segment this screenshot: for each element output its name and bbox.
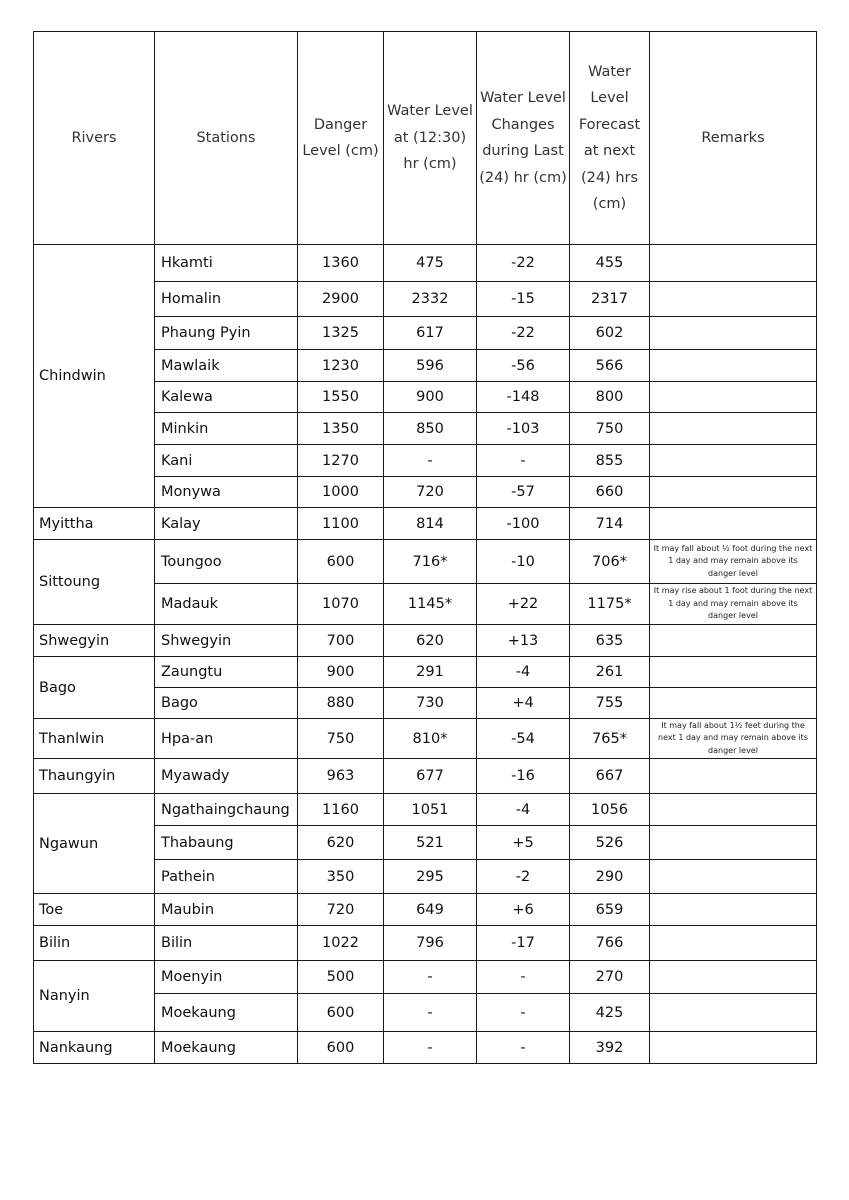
forecast-cell: 755 [570,688,650,719]
river-name-cell: Thaungyin [34,759,155,794]
water-level-cell: 796 [384,926,477,961]
forecast-cell: 2317 [570,282,650,317]
remarks-cell [650,477,817,508]
water-level-cell: 850 [384,413,477,445]
danger-level-cell: 1350 [298,413,384,445]
water-level-change-cell: -100 [477,508,570,540]
table-row [34,540,817,584]
danger-level-cell: 1000 [298,477,384,508]
table-row [34,245,817,282]
water-level-cell: 475 [384,245,477,282]
river-name-cell: Chindwin [34,245,155,508]
water-level-cell: 716* [384,540,477,584]
station-name-cell: Phaung Pyin [155,317,298,350]
water-level-cell: - [384,445,477,477]
remarks-cell: It may fall about ½ foot during the next 1 day and may remain above its danger level [650,540,817,584]
forecast-cell: 659 [570,894,650,926]
water-level-change-cell: -57 [477,477,570,508]
header-water-level-forecast: Water Level Forecast at next (24) hrs (cm) [570,32,650,245]
remarks-cell [650,1032,817,1064]
station-name-cell: Pathein [155,860,298,894]
remarks-cell [650,245,817,282]
station-name-cell: Kalay [155,508,298,540]
river-name-cell: Ngawun [34,794,155,894]
water-level-change-cell: -16 [477,759,570,794]
danger-level-cell: 600 [298,1032,384,1064]
danger-level-cell: 350 [298,860,384,894]
forecast-cell: 602 [570,317,650,350]
remarks-cell [650,282,817,317]
table-row [34,926,817,961]
station-name-cell: Moenyin [155,961,298,994]
water-level-cell: 677 [384,759,477,794]
forecast-cell: 290 [570,860,650,894]
station-name-cell: Minkin [155,413,298,445]
water-level-change-cell: -54 [477,719,570,759]
water-level-cell: 617 [384,317,477,350]
station-name-cell: Kalewa [155,382,298,413]
forecast-cell: 750 [570,413,650,445]
danger-level-cell: 1325 [298,317,384,350]
water-level-cell: 596 [384,350,477,382]
remarks-cell [650,759,817,794]
water-level-change-cell: +6 [477,894,570,926]
danger-level-cell: 1360 [298,245,384,282]
water-level-change-cell: -56 [477,350,570,382]
station-name-cell: Shwegyin [155,625,298,657]
water-level-change-cell: -10 [477,540,570,584]
station-name-cell: Monywa [155,477,298,508]
water-level-cell: 1145* [384,584,477,625]
water-level-change-cell: -4 [477,657,570,688]
station-name-cell: Myawady [155,759,298,794]
forecast-cell: 706* [570,540,650,584]
forecast-cell: 766 [570,926,650,961]
danger-level-cell: 1100 [298,508,384,540]
remarks-cell [650,625,817,657]
forecast-cell: 660 [570,477,650,508]
water-level-change-cell: +22 [477,584,570,625]
table-row [34,759,817,794]
station-name-cell: Toungoo [155,540,298,584]
water-level-cell: 649 [384,894,477,926]
forecast-cell: 1056 [570,794,650,826]
forecast-cell: 261 [570,657,650,688]
water-level-change-cell: -15 [477,282,570,317]
forecast-cell: 270 [570,961,650,994]
water-level-cell: 730 [384,688,477,719]
forecast-cell: 855 [570,445,650,477]
water-level-change-cell: -2 [477,860,570,894]
remarks-cell [650,382,817,413]
remarks-cell [650,926,817,961]
station-name-cell: Hkamti [155,245,298,282]
header-rivers: Rivers [34,32,155,245]
river-name-cell: Bilin [34,926,155,961]
remarks-cell: It may rise about 1 foot during the next 1 day and may remain above its danger level [650,584,817,625]
header-danger-level: Danger Level (cm) [298,32,384,245]
station-name-cell: Moekaung [155,994,298,1032]
station-name-cell: Thabaung [155,826,298,860]
header-remarks: Remarks [650,32,817,245]
forecast-cell: 566 [570,350,650,382]
water-level-change-cell: +5 [477,826,570,860]
header-water-level-changes: Water Level Changes during Last (24) hr (cm) [477,32,570,245]
station-name-cell: Zaungtu [155,657,298,688]
remarks-cell [650,994,817,1032]
water-level-change-cell: -22 [477,317,570,350]
remarks-cell [650,413,817,445]
station-name-cell: Bago [155,688,298,719]
danger-level-cell: 963 [298,759,384,794]
station-name-cell: Bilin [155,926,298,961]
forecast-cell: 765* [570,719,650,759]
danger-level-cell: 1070 [298,584,384,625]
water-level-cell: 2332 [384,282,477,317]
remarks-cell [650,894,817,926]
station-name-cell: Mawlaik [155,350,298,382]
remarks-cell [650,794,817,826]
danger-level-cell: 750 [298,719,384,759]
header-row [34,32,817,245]
forecast-cell: 800 [570,382,650,413]
danger-level-cell: 600 [298,994,384,1032]
remarks-cell [650,688,817,719]
water-level-change-cell: -4 [477,794,570,826]
remarks-cell [650,445,817,477]
river-name-cell: Nankaung [34,1032,155,1064]
river-name-cell: Myittha [34,508,155,540]
water-level-cell: 521 [384,826,477,860]
forecast-cell: 425 [570,994,650,1032]
water-level-cell: 814 [384,508,477,540]
header-stations: Stations [155,32,298,245]
water-level-cell: 900 [384,382,477,413]
danger-level-cell: 1550 [298,382,384,413]
river-name-cell: Shwegyin [34,625,155,657]
danger-level-cell: 880 [298,688,384,719]
table-row [34,961,817,994]
danger-level-cell: 1022 [298,926,384,961]
forecast-cell: 526 [570,826,650,860]
water-level-cell: 295 [384,860,477,894]
water-level-change-cell: - [477,445,570,477]
danger-level-cell: 600 [298,540,384,584]
remarks-cell: It may fall about 1½ feet during the next 1 day and may remain above its danger level [650,719,817,759]
danger-level-cell: 2900 [298,282,384,317]
water-level-cell: - [384,1032,477,1064]
forecast-cell: 392 [570,1032,650,1064]
water-level-table [33,31,817,1064]
table-row [34,657,817,688]
header-water-level: Water Level at (12:30) hr (cm) [384,32,477,245]
river-name-cell: Thanlwin [34,719,155,759]
station-name-cell: Moekaung [155,1032,298,1064]
table-row [34,1032,817,1064]
table-row [34,794,817,826]
river-name-cell: Sittoung [34,540,155,625]
water-level-cell: - [384,961,477,994]
danger-level-cell: 500 [298,961,384,994]
danger-level-cell: 1270 [298,445,384,477]
forecast-cell: 1175* [570,584,650,625]
water-level-change-cell: -22 [477,245,570,282]
remarks-cell [650,826,817,860]
river-name-cell: Nanyin [34,961,155,1032]
table-row [34,508,817,540]
water-level-cell: 720 [384,477,477,508]
water-level-change-cell: - [477,961,570,994]
forecast-cell: 455 [570,245,650,282]
station-name-cell: Hpa-an [155,719,298,759]
forecast-cell: 714 [570,508,650,540]
river-name-cell: Toe [34,894,155,926]
danger-level-cell: 1160 [298,794,384,826]
table-row [34,625,817,657]
water-level-change-cell: -148 [477,382,570,413]
remarks-cell [650,317,817,350]
danger-level-cell: 720 [298,894,384,926]
water-level-cell: - [384,994,477,1032]
station-name-cell: Ngathaingchaung [155,794,298,826]
table-row [34,719,817,759]
water-level-change-cell: - [477,994,570,1032]
water-level-change-cell: +4 [477,688,570,719]
water-level-change-cell: -103 [477,413,570,445]
remarks-cell [650,860,817,894]
forecast-cell: 635 [570,625,650,657]
danger-level-cell: 620 [298,826,384,860]
danger-level-cell: 900 [298,657,384,688]
remarks-cell [650,350,817,382]
water-level-change-cell: -17 [477,926,570,961]
station-name-cell: Maubin [155,894,298,926]
water-level-change-cell: - [477,1032,570,1064]
remarks-cell [650,508,817,540]
water-level-cell: 1051 [384,794,477,826]
water-level-cell: 620 [384,625,477,657]
remarks-cell [650,657,817,688]
remarks-cell [650,961,817,994]
danger-level-cell: 1230 [298,350,384,382]
table-row [34,894,817,926]
station-name-cell: Homalin [155,282,298,317]
river-name-cell: Bago [34,657,155,719]
forecast-cell: 667 [570,759,650,794]
water-level-cell: 810* [384,719,477,759]
water-level-cell: 291 [384,657,477,688]
danger-level-cell: 700 [298,625,384,657]
station-name-cell: Madauk [155,584,298,625]
water-level-change-cell: +13 [477,625,570,657]
station-name-cell: Kani [155,445,298,477]
